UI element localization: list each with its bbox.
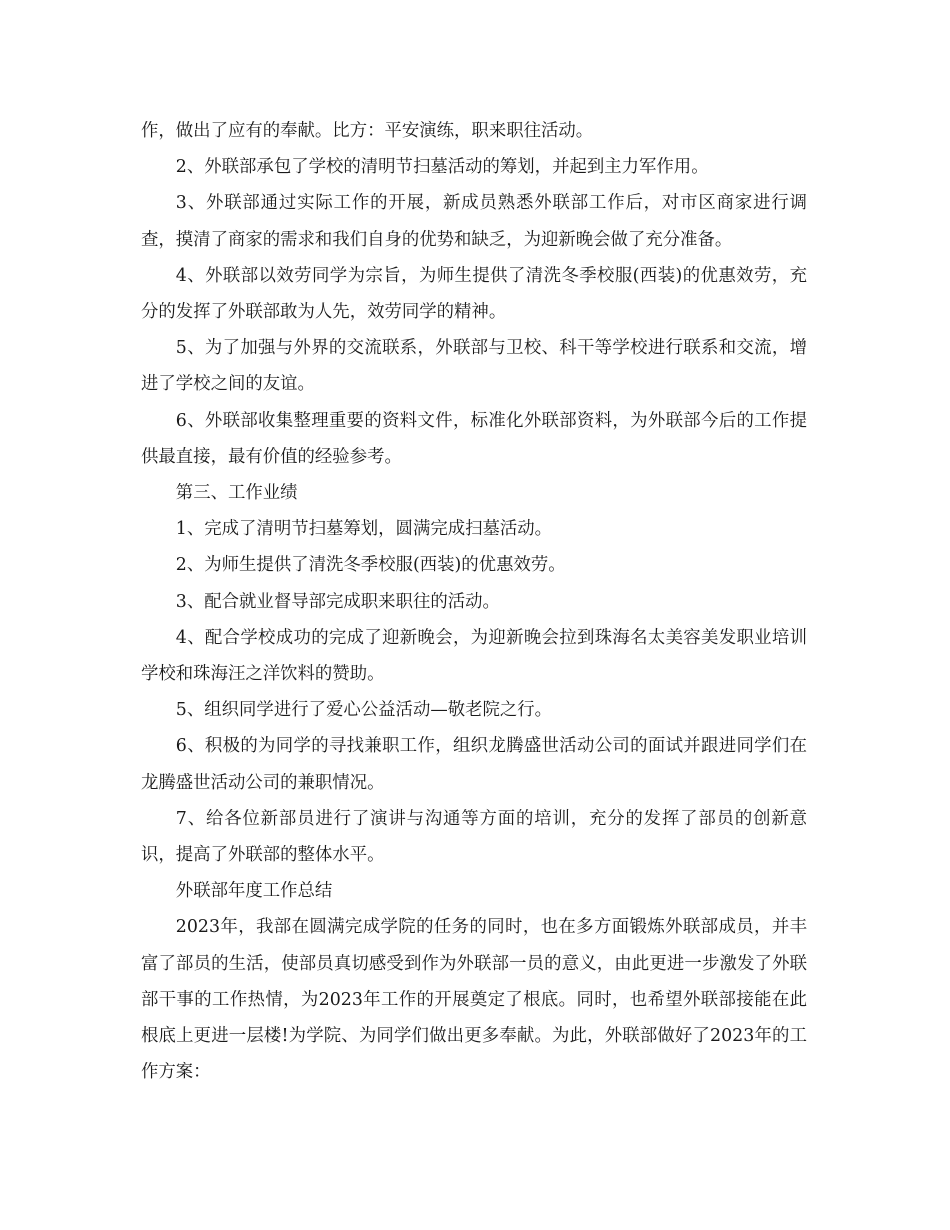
paragraph: 4、外联部以效劳同学为宗旨，为师生提供了清洗冬季校服(西装)的优惠效劳，充分的发挥了外联部敢为人先，效劳同学的精神。 [141,265,807,323]
paragraph: 6、积极的为同学的寻找兼职工作，组织龙腾盛世活动公司的面试并跟进同学们在龙腾盛世活动公司的兼职情况。 [141,736,807,793]
paragraph: 作，做出了应有的奉献。比方：平安演练，职来职往活动。 [141,121,594,141]
section-heading: 外联部年度工作总结 [175,881,333,902]
paragraph: 2、外联部承包了学校的清明节扫墓活动的筹划，并起到主力军作用。 [175,157,709,178]
paragraph: 2、为师生提供了清洗冬季校服(西装)的优惠效劳。 [175,555,566,576]
paragraph: 6、外联部收集整理重要的资料文件，标准化外联部资料，为外联部今后的工作提供最直接，最有价值的经验参考。 [141,410,807,467]
paragraph: 5、为了加强与外界的交流联系，外联部与卫校、科干等学校进行联系和交流，增进了学校之间的友谊。 [141,338,807,395]
paragraph: 4、配合学校成功的完成了迎新晚会，为迎新晚会拉到珠海名太美容美发职业培训学校和珠海汪之洋饮料的赞助。 [141,627,807,685]
paragraph: 5、组织同学进行了爱心公益活动—敬老院之行。 [175,700,553,721]
paragraph: 7、给各位新部员进行了演讲与沟通等方面的培训，充分的发挥了部员的创新意识，提高了外联部的整体水平。 [141,808,807,866]
paragraph: 1、完成了清明节扫墓筹划，圆满完成扫墓活动。 [175,519,553,540]
paragraph: 3、配合就业督导部完成职来职往的活动。 [175,591,500,612]
paragraph: 2023年，我部在圆满完成学院的任务的同时，也在多方面锻炼外联部成员，并丰富了部员的生活，使部员真切感受到作为外联部一员的意义，由此更进一步激发了外联部干事的工作热情，为2023年工作的开展奠定了根底。同时，也希望外联部接能在此根底上更进一层楼!为学院、为同学们做出更多奉献。为此，外联部做好了2023年的工作方案： [141,917,807,1083]
document-page [141,113,807,1090]
paragraph: 3、外联部通过实际工作的开展，新成员熟悉外联部工作后，对市区商家进行调查，摸清了商家的需求和我们自身的优势和缺乏，为迎新晚会做了充分准备。 [141,193,807,250]
section-heading: 第三、工作业绩 [175,483,298,504]
